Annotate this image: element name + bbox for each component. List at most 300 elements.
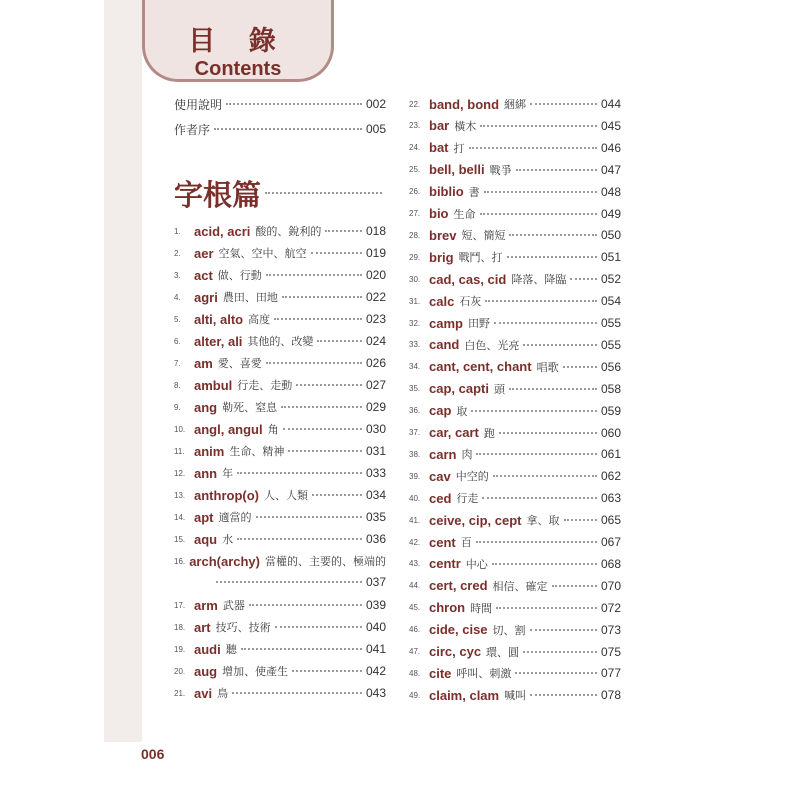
entry-root: cand xyxy=(429,337,460,353)
entry-root: circ, cyc xyxy=(429,644,482,659)
entry-meaning: 生命、精神 xyxy=(229,445,285,458)
entry-meaning: 打 xyxy=(453,141,465,155)
entry-number: 16. xyxy=(174,556,186,566)
entry-meaning: 切、割 xyxy=(492,623,526,637)
entry-meaning: 橫木 xyxy=(454,119,477,133)
entry-number: 26. xyxy=(409,187,421,197)
entry-root: brig xyxy=(429,249,454,265)
entry-page: 077 xyxy=(600,666,621,681)
entry-number: 24. xyxy=(409,143,421,153)
entry-meaning: 喊叫 xyxy=(504,689,527,703)
toc-entry[interactable] xyxy=(409,685,621,705)
entry-meaning: 當權的、主要的、極端的 xyxy=(265,555,386,568)
entry-root: cent xyxy=(429,534,456,550)
entry-page: 041 xyxy=(365,642,386,656)
entry-root: acid, acri xyxy=(194,223,251,239)
entry-meaning: 農田、田地 xyxy=(222,291,278,304)
entry-meaning: 適當的 xyxy=(218,511,252,524)
leader-dots xyxy=(484,191,597,193)
entry-root: claim, clam xyxy=(429,687,500,703)
entry-number: 28. xyxy=(409,230,421,240)
entry-meaning: 增加、使產生 xyxy=(222,665,289,678)
entry-page: 049 xyxy=(600,206,621,221)
entry-root: art xyxy=(194,619,211,635)
leader-dots xyxy=(275,626,362,628)
entry-root: bell, belli xyxy=(429,162,485,178)
entry-meaning: 頭 xyxy=(493,382,505,396)
entry-page: 043 xyxy=(365,686,386,700)
intro-label: 作者序 xyxy=(174,122,211,137)
leader-dots xyxy=(570,278,597,280)
toc-entry[interactable] xyxy=(409,444,621,464)
leader-dots xyxy=(507,256,597,258)
entry-meaning: 白色、光亮 xyxy=(464,338,520,352)
entry-root: ann xyxy=(194,465,218,481)
entry-root: alter, ali xyxy=(194,333,243,349)
entry-root: ang xyxy=(194,399,218,415)
entry-number: 3. xyxy=(174,270,181,280)
entry-meaning: 呼叫、刺激 xyxy=(456,667,512,681)
entry-page: 031 xyxy=(365,444,386,458)
toc-entry[interactable] xyxy=(409,269,621,289)
entry-root: angl, angul xyxy=(194,421,263,437)
toc-entry[interactable] xyxy=(174,661,386,681)
entry-meaning: 百 xyxy=(460,536,472,549)
leader-dots xyxy=(523,344,597,346)
toc-entry[interactable] xyxy=(409,313,621,333)
entry-meaning: 戰爭 xyxy=(489,163,512,177)
entry-root: camp xyxy=(429,315,463,331)
entry-meaning: 石灰 xyxy=(459,295,482,309)
entry-root: calc xyxy=(429,293,455,309)
entry-number: 19. xyxy=(174,644,186,654)
entry-meaning: 愛、喜愛 xyxy=(217,357,262,370)
toc-entry[interactable] xyxy=(174,331,386,351)
toc-entry[interactable] xyxy=(174,309,386,329)
toc-entry[interactable] xyxy=(174,353,386,373)
title-english: Contents xyxy=(194,58,282,80)
entry-meaning: 綑綁 xyxy=(504,98,527,111)
entry-number: 21. xyxy=(174,688,186,698)
toc-entry[interactable] xyxy=(174,485,386,505)
leader-dots xyxy=(564,519,597,521)
entry-root: ceive, cip, cept xyxy=(429,512,522,528)
entry-root: carn xyxy=(429,446,457,462)
entry-number: 41. xyxy=(409,515,421,525)
entry-page: 044 xyxy=(600,97,621,111)
entry-page: 035 xyxy=(365,510,386,524)
entry-number: 27. xyxy=(409,209,421,218)
entry-page: 040 xyxy=(365,620,386,634)
entry-page: 061 xyxy=(600,447,621,462)
entry-root: band, bond xyxy=(429,96,500,112)
entry-meaning: 田野 xyxy=(467,317,490,330)
entry-meaning: 環、圓 xyxy=(486,645,520,659)
leader-dots xyxy=(476,541,597,543)
leader-dots xyxy=(499,432,597,434)
page-number: 006 xyxy=(141,746,165,762)
toc-entry[interactable] xyxy=(409,379,621,399)
entry-meaning: 武器 xyxy=(222,599,245,612)
toc-entry[interactable] xyxy=(409,642,621,662)
leader-dots xyxy=(283,428,362,430)
leader-dots xyxy=(296,384,362,386)
entry-meaning: 做、行動 xyxy=(217,269,262,282)
entry-root: act xyxy=(194,267,213,283)
toc-entry[interactable] xyxy=(174,441,386,461)
entry-number: 39. xyxy=(409,471,421,481)
entry-root: avi xyxy=(194,685,213,701)
entry-root: cav xyxy=(429,468,451,484)
leader-dots xyxy=(515,672,597,674)
entry-root: audi xyxy=(194,641,221,657)
entry-meaning: 酸的、銳利的 xyxy=(255,225,322,238)
entry-page: 048 xyxy=(600,184,621,199)
entry-meaning: 生命 xyxy=(453,207,476,221)
entry-number: 32. xyxy=(409,318,421,328)
entry-root: alti, alto xyxy=(194,311,244,327)
toc-entry[interactable] xyxy=(174,375,386,395)
entry-page: 042 xyxy=(365,664,386,678)
entry-page: 030 xyxy=(365,422,386,436)
entry-page: 065 xyxy=(600,513,621,528)
leader-dots xyxy=(530,103,597,105)
entry-number: 45. xyxy=(409,603,421,613)
entry-meaning: 唱歌 xyxy=(536,360,559,374)
leader-dots xyxy=(563,366,597,368)
toc-entry[interactable] xyxy=(409,357,621,377)
leader-dots xyxy=(530,694,597,696)
entry-root: centr xyxy=(429,556,461,572)
leader-dots xyxy=(274,318,362,320)
entry-page: 051 xyxy=(600,250,621,265)
leader-dots xyxy=(530,629,597,631)
toc-intro-row[interactable] xyxy=(174,94,386,114)
entry-number: 11. xyxy=(174,446,185,456)
entry-root: car, cart xyxy=(429,425,479,440)
entry-number: 36. xyxy=(409,406,421,416)
leader-dots xyxy=(492,563,597,565)
entry-root: aqu xyxy=(194,531,218,547)
leader-dots xyxy=(237,538,362,540)
entry-number: 20. xyxy=(174,666,186,676)
entry-number: 43. xyxy=(409,559,421,569)
leader-dots xyxy=(552,585,597,587)
leader-dots xyxy=(476,453,597,455)
leader-dots xyxy=(493,475,597,477)
entry-page: 022 xyxy=(365,290,386,304)
leader-dots xyxy=(317,340,362,342)
entry-root: arm xyxy=(194,597,218,613)
leader-dots xyxy=(216,581,362,583)
entry-root: cert, cred xyxy=(429,578,488,594)
entry-meaning: 取 xyxy=(456,404,468,418)
toc-entry[interactable] xyxy=(174,463,386,483)
entry-number: 12. xyxy=(174,468,186,478)
entry-page: 023 xyxy=(365,312,386,326)
entry-root: bio xyxy=(429,206,449,221)
entry-page: 036 xyxy=(365,532,386,546)
entry-meaning: 水 xyxy=(222,533,234,546)
toc-entry[interactable] xyxy=(174,419,386,439)
entry-root: anim xyxy=(194,443,225,459)
leader-dots xyxy=(282,296,362,298)
leader-dots xyxy=(256,516,362,518)
toc-entry[interactable] xyxy=(174,397,386,417)
entry-number: 23. xyxy=(409,121,421,131)
toc-entry[interactable] xyxy=(174,595,386,615)
entry-meaning: 中心 xyxy=(465,557,488,571)
leader-dots xyxy=(509,234,597,236)
entry-page: 055 xyxy=(600,337,621,352)
entry-root: am xyxy=(194,355,213,371)
entry-root: aer xyxy=(194,245,214,261)
entry-number: 31. xyxy=(409,296,421,306)
entry-page: 075 xyxy=(600,644,621,659)
entry-page: 056 xyxy=(600,359,621,374)
toc-entry[interactable] xyxy=(409,401,621,421)
leader-dots xyxy=(496,607,597,609)
entry-meaning: 書 xyxy=(468,185,480,199)
entry-meaning: 高度 xyxy=(248,313,271,326)
toc-entry[interactable] xyxy=(174,221,386,241)
entry-meaning: 跑 xyxy=(483,426,495,440)
toc-entry[interactable] xyxy=(409,204,621,224)
toc-entry[interactable] xyxy=(174,639,386,659)
leader-dots xyxy=(241,648,362,650)
leader-dots xyxy=(288,450,362,452)
entry-page: 078 xyxy=(600,688,621,703)
toc-entry[interactable] xyxy=(409,466,621,486)
entry-number: 29. xyxy=(409,252,421,262)
entry-page: 055 xyxy=(600,316,621,330)
entry-page: 034 xyxy=(365,488,386,502)
entry-number: 33. xyxy=(409,340,421,350)
entry-page: 039 xyxy=(365,598,386,612)
entry-meaning: 拿、取 xyxy=(526,514,560,528)
leader-dots xyxy=(485,300,597,302)
leader-dots xyxy=(214,128,362,130)
entry-root: biblio xyxy=(429,184,464,200)
entry-number: 44. xyxy=(409,581,421,591)
intro-label: 使用說明 xyxy=(174,97,223,112)
leader-dots xyxy=(312,494,362,496)
entry-number: 1. xyxy=(174,226,181,236)
entry-number: 17. xyxy=(174,600,186,610)
entry-number: 48. xyxy=(409,668,421,678)
entry-meaning: 中空的 xyxy=(455,470,489,484)
toc-entry[interactable] xyxy=(409,225,621,245)
toc-entry[interactable] xyxy=(409,182,621,202)
leader-dots xyxy=(237,472,362,474)
leader-dots xyxy=(325,230,362,232)
entry-number: 8. xyxy=(174,380,181,390)
leader-dots xyxy=(509,388,597,390)
entry-page: 063 xyxy=(600,491,621,506)
title-chinese: 目 錄 xyxy=(188,26,288,57)
toc-entry[interactable] xyxy=(174,551,386,571)
toc-entry[interactable] xyxy=(174,243,386,263)
entry-meaning: 技巧、技術 xyxy=(215,621,271,634)
section-title: 字根篇 xyxy=(174,178,262,212)
toc-entry[interactable] xyxy=(174,529,386,549)
toc-entry[interactable] xyxy=(409,554,621,574)
intro-page: 005 xyxy=(365,122,386,136)
entry-meaning: 鳥 xyxy=(217,687,229,700)
entry-number: 15. xyxy=(174,534,186,544)
entry-page: 018 xyxy=(365,224,386,238)
toc-entry[interactable] xyxy=(174,683,386,703)
entry-number: 34. xyxy=(409,362,421,372)
entry-number: 13. xyxy=(174,490,186,500)
entry-meaning: 其他的、改變 xyxy=(247,335,314,348)
entry-meaning: 肉 xyxy=(461,448,473,462)
leader-dots xyxy=(249,604,362,606)
entry-number: 40. xyxy=(409,493,421,503)
entry-number: 5. xyxy=(174,314,181,324)
entry-number: 30. xyxy=(409,274,421,284)
toc-entry[interactable] xyxy=(409,510,621,530)
leader-dots xyxy=(494,322,597,324)
entry-meaning: 年 xyxy=(222,467,234,480)
entry-meaning: 相信、確定 xyxy=(492,579,548,593)
entry-meaning: 短、簡短 xyxy=(461,229,506,243)
toc-intro-row[interactable] xyxy=(174,119,386,139)
toc-entry[interactable] xyxy=(409,291,621,311)
toc-entry[interactable] xyxy=(174,287,386,307)
entry-number: 22. xyxy=(409,99,421,109)
section-heading xyxy=(174,178,386,212)
entry-meaning: 空氣、空中、航空 xyxy=(218,247,307,260)
toc-entry[interactable] xyxy=(409,116,621,136)
contents-title-tab xyxy=(142,0,334,82)
entry-page: 046 xyxy=(600,140,621,155)
entry-number: 2. xyxy=(174,248,181,258)
entry-page: 050 xyxy=(600,228,621,243)
entry-root: cap, capti xyxy=(429,381,489,397)
leader-dots xyxy=(311,252,362,254)
entry-number: 14. xyxy=(174,512,186,522)
entry-page: 027 xyxy=(365,378,386,392)
entry-number: 37. xyxy=(409,428,421,437)
entry-number: 6. xyxy=(174,336,181,346)
entry-number: 7. xyxy=(174,358,181,368)
toc-entry[interactable] xyxy=(174,617,386,637)
entry-number: 46. xyxy=(409,625,421,635)
entry-root: arch(archy) xyxy=(189,553,260,569)
entry-root: brev xyxy=(429,227,457,243)
entry-page: 020 xyxy=(365,268,386,282)
toc-entry[interactable] xyxy=(409,532,621,552)
leader-dots xyxy=(469,147,597,149)
entry-meaning: 聽 xyxy=(225,643,237,656)
entry-root: chron xyxy=(429,600,466,616)
entry-root: ced xyxy=(429,490,452,506)
toc-entry[interactable] xyxy=(409,576,621,596)
entry-root: cite xyxy=(429,665,452,681)
entry-page: 070 xyxy=(600,578,621,593)
entry-root: aug xyxy=(194,663,218,679)
toc-entry[interactable] xyxy=(409,335,621,355)
entry-meaning: 行走、走動 xyxy=(237,379,293,392)
entry-root: bar xyxy=(429,118,450,134)
entry-number: 35. xyxy=(409,384,421,394)
intro-page: 002 xyxy=(365,97,386,111)
entry-root: agri xyxy=(194,289,218,305)
entry-page: 068 xyxy=(600,556,621,571)
entry-page: 067 xyxy=(600,535,621,549)
entry-number: 4. xyxy=(174,292,181,302)
entry-meaning: 勒死、窒息 xyxy=(222,401,278,414)
entry-number: 47. xyxy=(409,647,421,656)
entry-page: 047 xyxy=(600,162,621,177)
toc-entry[interactable] xyxy=(174,265,386,285)
leader-dots xyxy=(232,692,362,694)
leader-dots xyxy=(292,670,362,672)
entry-root: cad, cas, cid xyxy=(429,271,507,287)
entry-meaning: 行走 xyxy=(456,492,479,506)
toc-entry[interactable] xyxy=(409,598,621,618)
toc-entry[interactable] xyxy=(409,247,621,267)
toc-entry[interactable] xyxy=(174,507,386,527)
entry-page: 029 xyxy=(365,400,386,414)
entry-root: cap xyxy=(429,403,452,419)
entry-meaning: 人、人類 xyxy=(263,489,308,502)
toc-entry[interactable] xyxy=(409,423,621,443)
entry-number: 9. xyxy=(174,402,181,412)
entry-root: bat xyxy=(429,140,449,156)
leader-dots xyxy=(226,103,362,105)
entry-page: 054 xyxy=(600,294,621,309)
toc-entry[interactable] xyxy=(409,488,621,508)
leader-dots xyxy=(480,213,597,215)
entry-root: ambul xyxy=(194,377,233,393)
entry-page: 073 xyxy=(600,622,621,637)
entry-number: 38. xyxy=(409,449,421,459)
leader-dots xyxy=(482,497,597,499)
leader-dots xyxy=(516,169,597,171)
entry-number: 49. xyxy=(409,690,421,700)
leader-dots xyxy=(480,125,597,127)
entry-number: 10. xyxy=(174,424,186,434)
entry-number: 18. xyxy=(174,622,186,632)
entry-meaning: 時間 xyxy=(470,601,493,615)
entry-page: 037 xyxy=(365,575,386,589)
entry-root: cant, cent, chant xyxy=(429,359,532,375)
entry-meaning: 降落、降臨 xyxy=(511,273,567,287)
entry-number: 42. xyxy=(409,537,421,547)
leader-dots xyxy=(266,362,362,364)
entry-page: 024 xyxy=(365,334,386,348)
entry-page: 059 xyxy=(600,403,621,418)
entry-page: 062 xyxy=(600,469,621,484)
entry-page: 052 xyxy=(600,272,621,287)
entry-meaning: 角 xyxy=(267,423,279,436)
toc-entry[interactable] xyxy=(409,663,621,683)
leader-dots xyxy=(471,410,597,412)
toc-entry[interactable] xyxy=(409,94,621,114)
entry-root: cide, cise xyxy=(429,622,488,638)
entry-page: 033 xyxy=(365,466,386,480)
entry-page: 045 xyxy=(600,118,621,133)
entry-page: 019 xyxy=(365,246,386,260)
leader-dots xyxy=(523,651,597,653)
toc-entry[interactable] xyxy=(409,620,621,640)
toc-entry[interactable] xyxy=(409,160,621,180)
entry-page: 058 xyxy=(600,381,621,396)
entry-meaning: 戰鬥、打 xyxy=(458,251,503,265)
toc-entry[interactable] xyxy=(409,138,621,158)
